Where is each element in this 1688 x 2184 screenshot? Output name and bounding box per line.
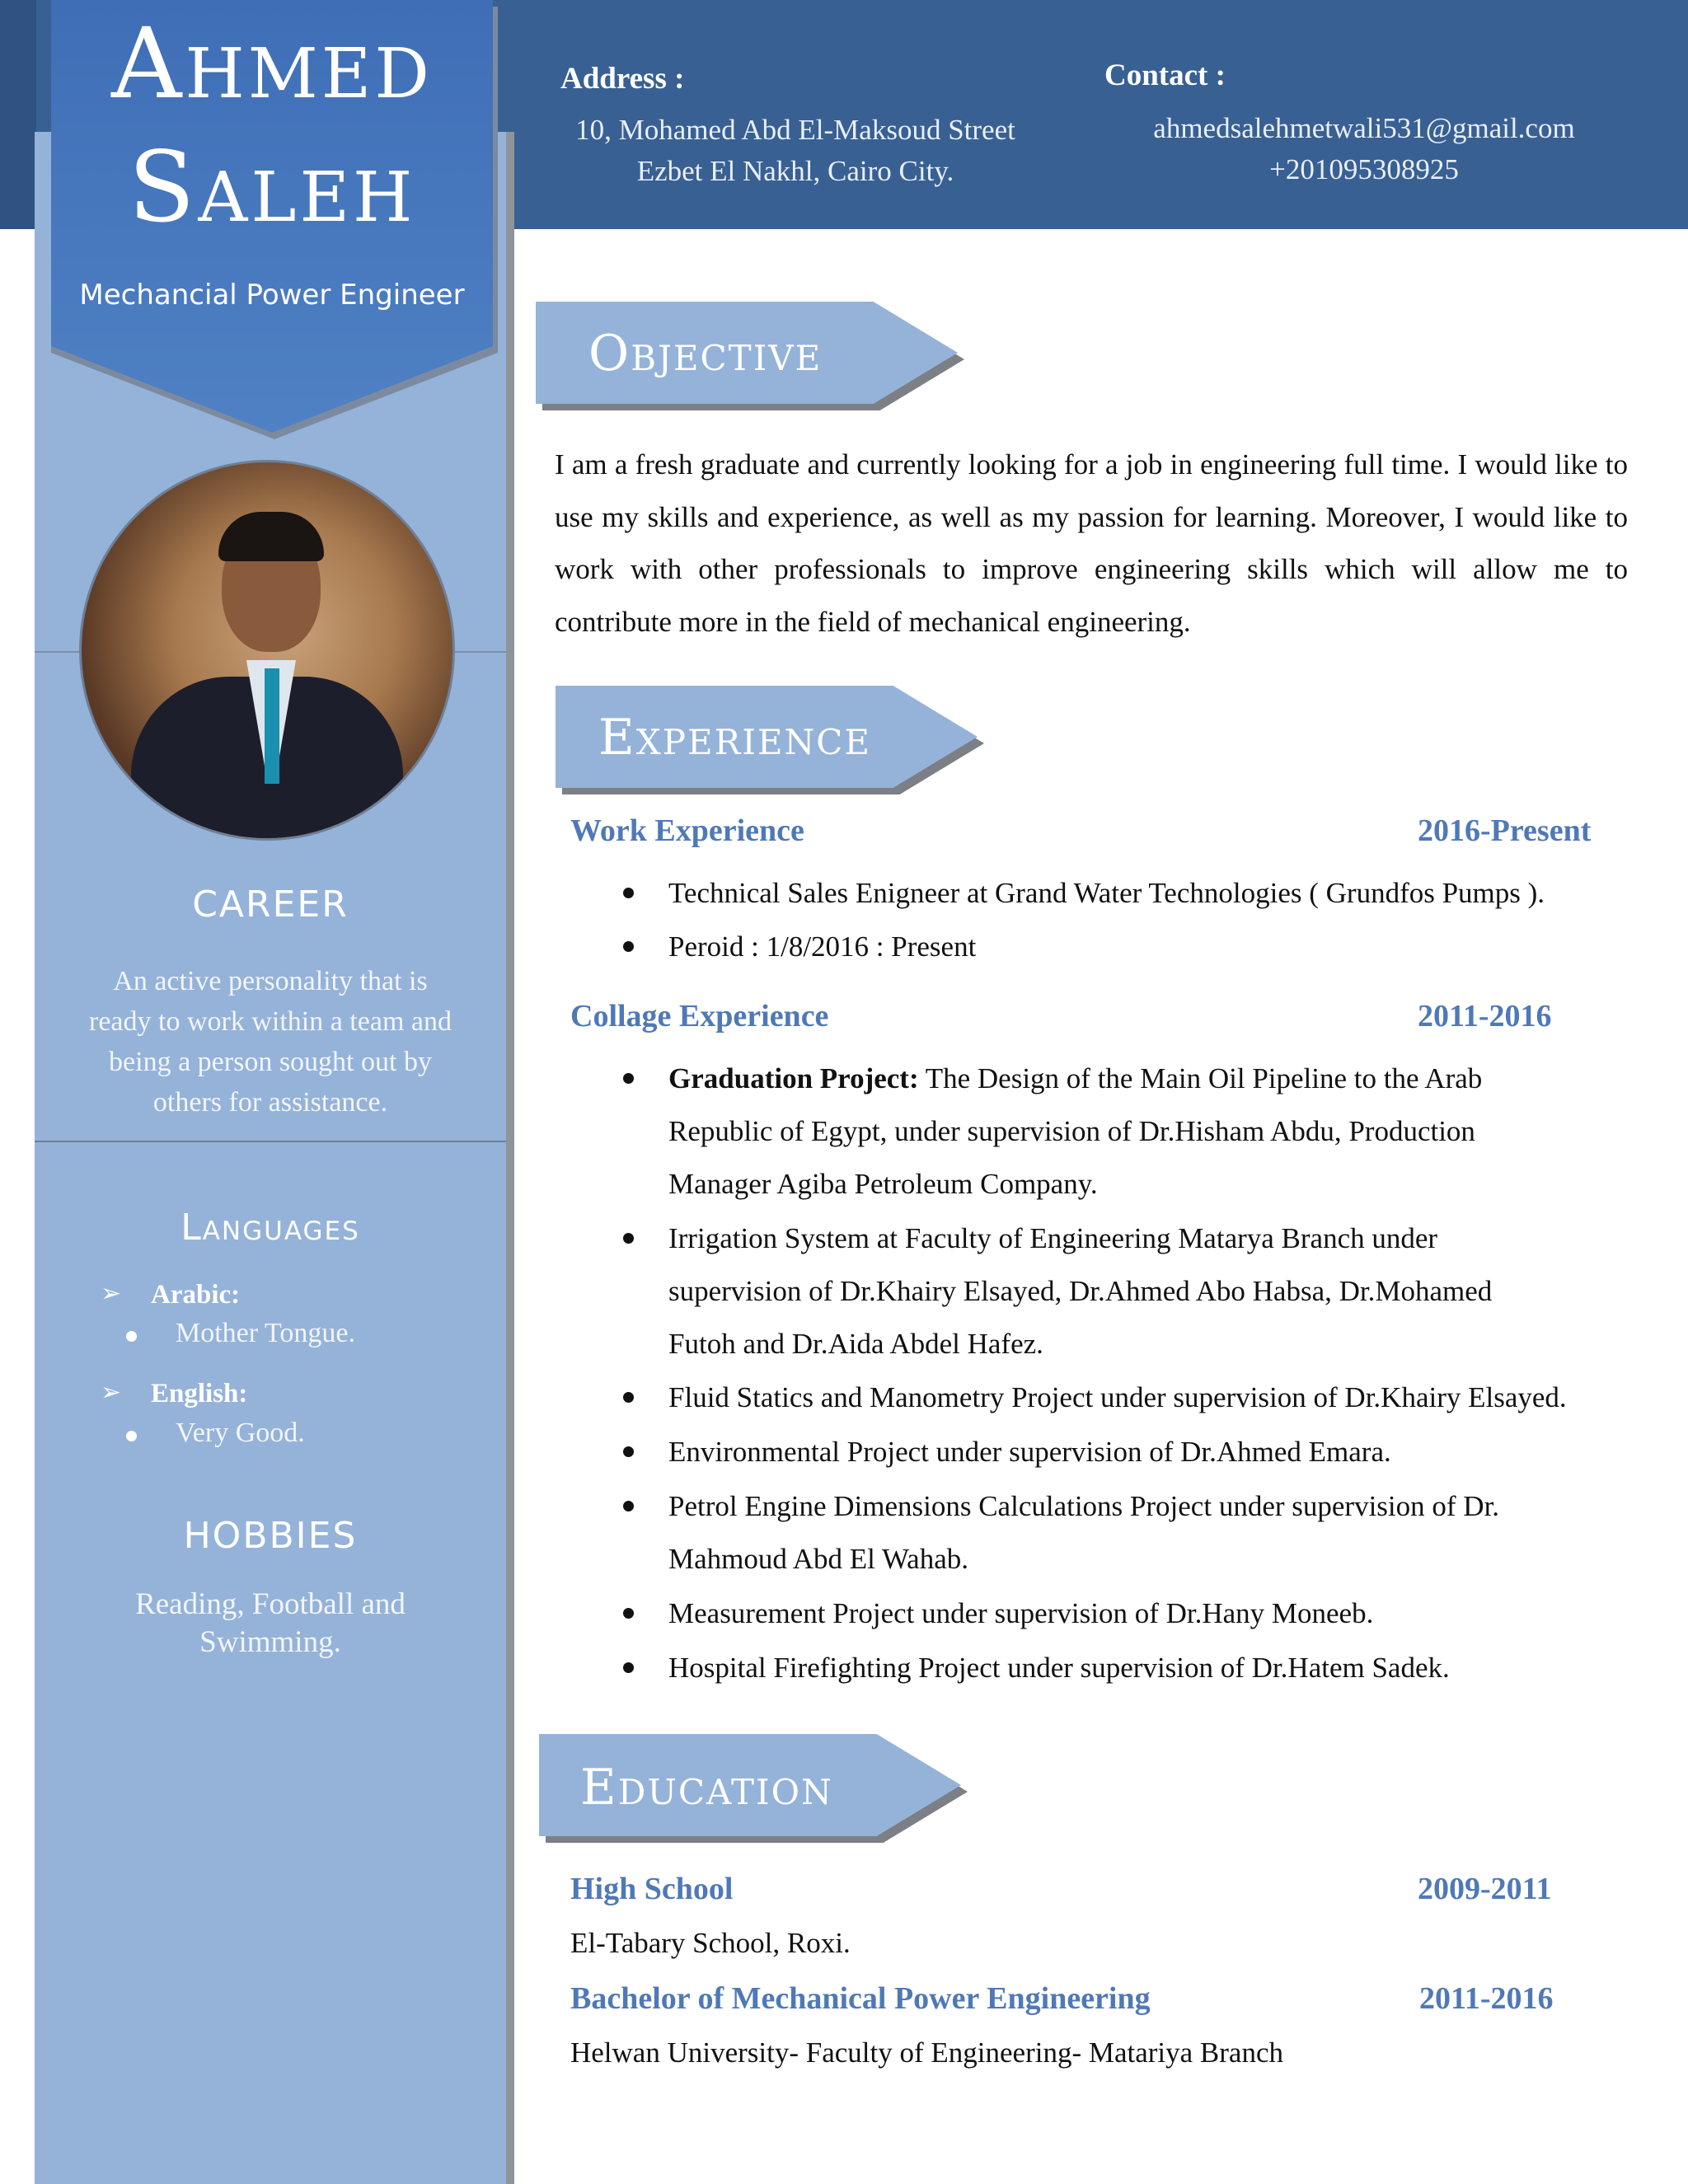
bullet-icon	[623, 888, 634, 898]
education-dates: 2009-2011	[1418, 1872, 1552, 1906]
hobbies-line: Swimming.	[199, 1625, 341, 1659]
college-item: Measurement Project under supervision of Dr.Hany Moneeb.	[668, 1597, 1374, 1629]
profile-photo	[79, 460, 455, 841]
arrow-bullet-icon: ➢	[101, 1379, 122, 1406]
header-edge	[0, 0, 36, 229]
objective-heading: Objective	[588, 325, 823, 382]
address-line-1: 10, Mohamed Abd El-Maksoud Street	[575, 114, 1015, 146]
job-title: Mechancial Power Engineer	[79, 279, 465, 312]
education-heading: Education	[580, 1759, 833, 1816]
bullet-icon	[623, 1392, 634, 1403]
work-item: Peroid : 1/8/2016 : Present	[668, 930, 977, 963]
career-line: ready to work within a team and	[89, 1006, 452, 1037]
career-line: others for assistance.	[152, 1087, 388, 1118]
sidebar-shadow	[506, 132, 514, 2184]
bullet-icon	[623, 1501, 634, 1511]
bullet-icon	[623, 1608, 634, 1619]
address-line-2: Ezbet El Nakhl, Cairo City.	[636, 155, 954, 187]
email-text[interactable]: ahmedsalehmetwali531@gmail.com	[1153, 112, 1575, 144]
college-experience-title: Collage Experience	[570, 999, 829, 1033]
language-level: Very Good.	[176, 1418, 305, 1448]
education-dates: 2011-2016	[1419, 1981, 1554, 2016]
first-name: Ahmed	[111, 7, 433, 120]
experience-heading: Experience	[598, 709, 872, 766]
education-place: Helwan University- Faculty of Engineering- Matariya Branch	[570, 2036, 1284, 2069]
objective-text: I am a fresh graduate and currently looking for a job in engineering full time. I would like to use my skills and experience, as well as my passion for learning. Moreover, I would like to work with other professionals to improve engineering skills which will allow me to contribute more in the field of mechanical engineering.	[555, 448, 1628, 638]
college-item: Environmental Project under supervision of Dr.Ahmed Emara.	[668, 1436, 1391, 1468]
photo-hair-shape	[218, 512, 324, 561]
phone-text[interactable]: +201095308925	[1269, 153, 1459, 185]
photo-line-left	[35, 651, 84, 653]
hobbies-heading: HOBBIES	[183, 1515, 358, 1557]
language-name: English:	[151, 1379, 248, 1408]
education-banner	[539, 1734, 961, 1836]
bullet-icon	[623, 1073, 634, 1084]
objective-banner	[536, 302, 958, 404]
sidebar	[35, 132, 506, 2184]
address-label: Address :	[560, 62, 685, 96]
photo-line-right	[452, 651, 506, 653]
college-experience-dates: 2011-2016	[1418, 999, 1552, 1033]
bullet-icon	[623, 1233, 634, 1244]
photo-tie-shape	[265, 668, 279, 784]
college-item: Fluid Statics and Manometry Project under supervision of Dr.Khairy Elsayed.	[668, 1381, 1567, 1413]
graduation-project-item	[668, 1052, 1542, 1211]
sidebar-divider	[35, 1141, 506, 1142]
language-level: Mother Tongue.	[176, 1318, 355, 1348]
career-heading: CAREER	[192, 883, 349, 926]
career-line: An active personality that is	[113, 966, 428, 996]
graduation-project-label: Graduation Project:	[668, 1062, 919, 1094]
hobbies-text	[58, 1586, 483, 1661]
arrow-bullet-icon: ➢	[101, 1280, 122, 1307]
graduation-project-text: The Design of the Main Oil Pipeline to the Arab Republic of Egypt, under supervision of Dr.Hisham Abdu, Production Manager Agiba Petroleum Company.	[668, 1062, 1483, 1200]
last-name: Saleh	[128, 130, 416, 244]
bullet-icon	[126, 1331, 137, 1342]
bullet-icon	[126, 1431, 137, 1441]
education-title: High School	[570, 1872, 734, 1906]
work-item: Technical Sales Enigneer at Grand Water Technologies ( Grundfos Pumps ).	[668, 877, 1545, 909]
languages-heading: Languages	[181, 1207, 360, 1249]
bullet-icon	[623, 1662, 634, 1673]
college-item: Irrigation System at Faculty of Engineering Matarya Branch under supervision of Dr.Khairy Elsayed, Dr.Ahmed Abo Habsa, Dr.Mohamed Futoh and Dr.Aida Abdel Hafez.	[668, 1222, 1493, 1360]
college-item: Petrol Engine Dimensions Calculations Project under supervision of Dr. Mahmoud Abd El Wahab.	[668, 1490, 1500, 1575]
college-item: Hospital Firefighting Project under supervision of Dr.Hatem Sadek.	[668, 1652, 1450, 1684]
work-experience-title: Work Experience	[570, 813, 804, 848]
career-text	[58, 961, 483, 1122]
contact-label: Contact :	[1104, 59, 1226, 92]
bullet-icon	[623, 941, 634, 952]
language-name: Arabic:	[151, 1280, 241, 1310]
education-title: Bachelor of Mechanical Power Engineering	[570, 1981, 1151, 2016]
education-place: El-Tabary School, Roxi.	[570, 1927, 851, 1959]
career-line: being a person sought out by	[109, 1047, 432, 1077]
experience-banner	[556, 686, 978, 788]
work-experience-dates: 2016-Present	[1418, 813, 1592, 848]
hobbies-line: Reading, Football and	[135, 1587, 406, 1621]
bullet-icon	[623, 1446, 634, 1457]
